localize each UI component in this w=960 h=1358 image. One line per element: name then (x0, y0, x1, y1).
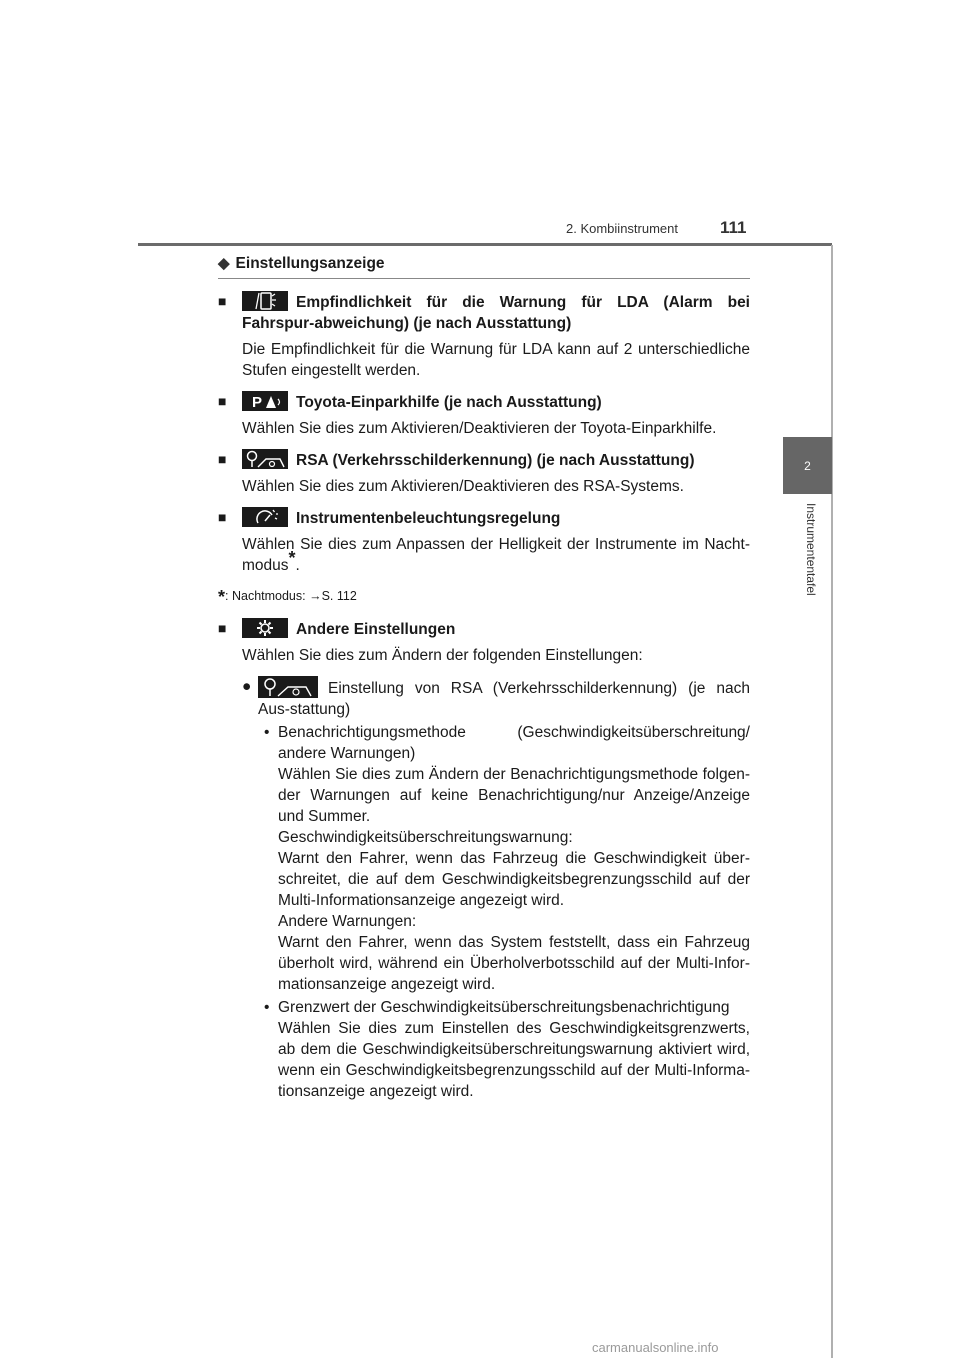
entry-paragraph: Andere Warnungen: (278, 913, 417, 930)
diamond-icon: ◆ (218, 255, 230, 272)
item-body: Wählen Sie dies zum Aktivieren/Deaktivieren der Toyota-Einparkhilfe. (242, 420, 717, 437)
setting-entry (264, 722, 750, 995)
instrument-lighting-icon (242, 507, 288, 527)
list-item (218, 618, 750, 1102)
entry-paragraph: Geschwindigkeitsüberschreitungswarnung: (278, 829, 573, 846)
entry-paragraph: Wählen Sie dies zum Einstellen des Geschwindigkeitsgrenzwerts, ab dem die Geschwindigkeitsüberschreitungswarnung aktiviert wird, wenn ein Geschwindigkeitsbegrenzungsschild auf der Multi-Informa-tionsanzeige angezeigt wird. (278, 1020, 750, 1100)
page-content (218, 253, 750, 1112)
chapter-tab-label: Instrumententafel (804, 503, 818, 596)
entry-head-left: Benachrichtigungsmethode (278, 724, 466, 741)
side-rule (831, 245, 833, 1358)
item-body: Die Empfindlichkeit für die Warnung für LDA kann auf 2 unterschiedliche Stufen eingestellt werden. (242, 341, 750, 379)
footnote-text[interactable]: : Nachtmodus: →S. 112 (225, 589, 357, 603)
square-bullet-icon: ■ (218, 293, 227, 309)
chapter-title: 2. Kombiinstrument (566, 221, 678, 236)
sub-item-head: Einstellung von RSA (Verkehrsschilderkennung) (je nach Aus-stattung) (258, 680, 750, 718)
list-item (218, 449, 750, 497)
parking-assist-icon (242, 391, 288, 411)
square-bullet-icon: ■ (218, 451, 227, 467)
dot-bullet: • (264, 999, 270, 1016)
road-sign-assist-icon (242, 449, 288, 469)
item-head: Instrumentenbeleuchtungsregelung (296, 510, 561, 527)
section-title: Einstellungsanzeige (235, 255, 385, 272)
item-body-end: . (295, 557, 300, 574)
chapter-tab[interactable]: 2 (783, 437, 832, 494)
lda-icon (242, 291, 288, 311)
entry-head: Grenzwert der Geschwindigkeitsüberschreitungsbenachrichtigung (278, 999, 730, 1016)
item-head: Toyota-Einparkhilfe (je nach Ausstattung) (296, 394, 602, 411)
footnote-marker: * (288, 548, 296, 568)
entry-head-cont: andere Warnungen) (278, 745, 416, 762)
watermark: carmanualsonline.info (592, 1340, 719, 1355)
list-item (218, 507, 750, 576)
road-sign-assist-icon (258, 676, 318, 698)
item-body-text: Wählen Sie dies zum Anpassen der Helligkeit der Instrumente im Nacht-modus (242, 536, 750, 574)
footnote (218, 586, 750, 608)
page-number: 111 (720, 218, 747, 237)
svg-text:P: P (252, 394, 263, 411)
square-bullet-icon: ■ (218, 620, 227, 636)
item-body: Wählen Sie dies zum Ändern der folgenden Einstellungen: (242, 647, 643, 664)
entry-head-right: (Geschwindigkeitsüberschreitung/ (517, 724, 750, 741)
sub-item (242, 676, 750, 1102)
entry-paragraph: Warnt den Fahrer, wenn das System feststellt, dass ein Fahrzeug überholt wird, während ein Überholverbotsschild auf der Multi-Infor-mationsanzeige angezeigt wird. (278, 934, 750, 993)
dot-bullet: • (264, 724, 270, 741)
item-head: RSA (Verkehrsschilderkennung) (je nach Ausstattung) (296, 452, 695, 469)
square-bullet-icon: ■ (218, 393, 227, 409)
entry-paragraph: Wählen Sie dies zum Ändern der Benachrichtigungsmethode folgen-der Warnungen auf keine Benachrichtigung/nur Anzeige/Anzeige und Summer. (278, 766, 750, 825)
square-bullet-icon: ■ (218, 509, 227, 525)
section-heading (218, 253, 750, 279)
list-item (218, 291, 750, 381)
footnote-star: * (218, 587, 226, 607)
header-rule (138, 243, 832, 246)
setting-entry (264, 997, 750, 1102)
item-body (242, 534, 750, 576)
list-item (218, 391, 750, 439)
item-body: Wählen Sie dies zum Aktivieren/Deaktivieren des RSA-Systems. (242, 478, 684, 495)
gear-icon (242, 618, 288, 638)
item-head: Empfindlichkeit für die Warnung für LDA (Alarm bei Fahrspur-abweichung) (je nach Ausstattung) (242, 294, 750, 332)
item-head: Andere Einstellungen (296, 621, 456, 638)
entry-paragraph: Warnt den Fahrer, wenn das Fahrzeug die Geschwindigkeit über-schreitet, die auf dem Geschwindigkeitsbegrenzungsschild auf der Multi-Informationsanzeige angezeigt wird. (278, 850, 750, 909)
round-bullet-icon: ● (242, 678, 252, 695)
